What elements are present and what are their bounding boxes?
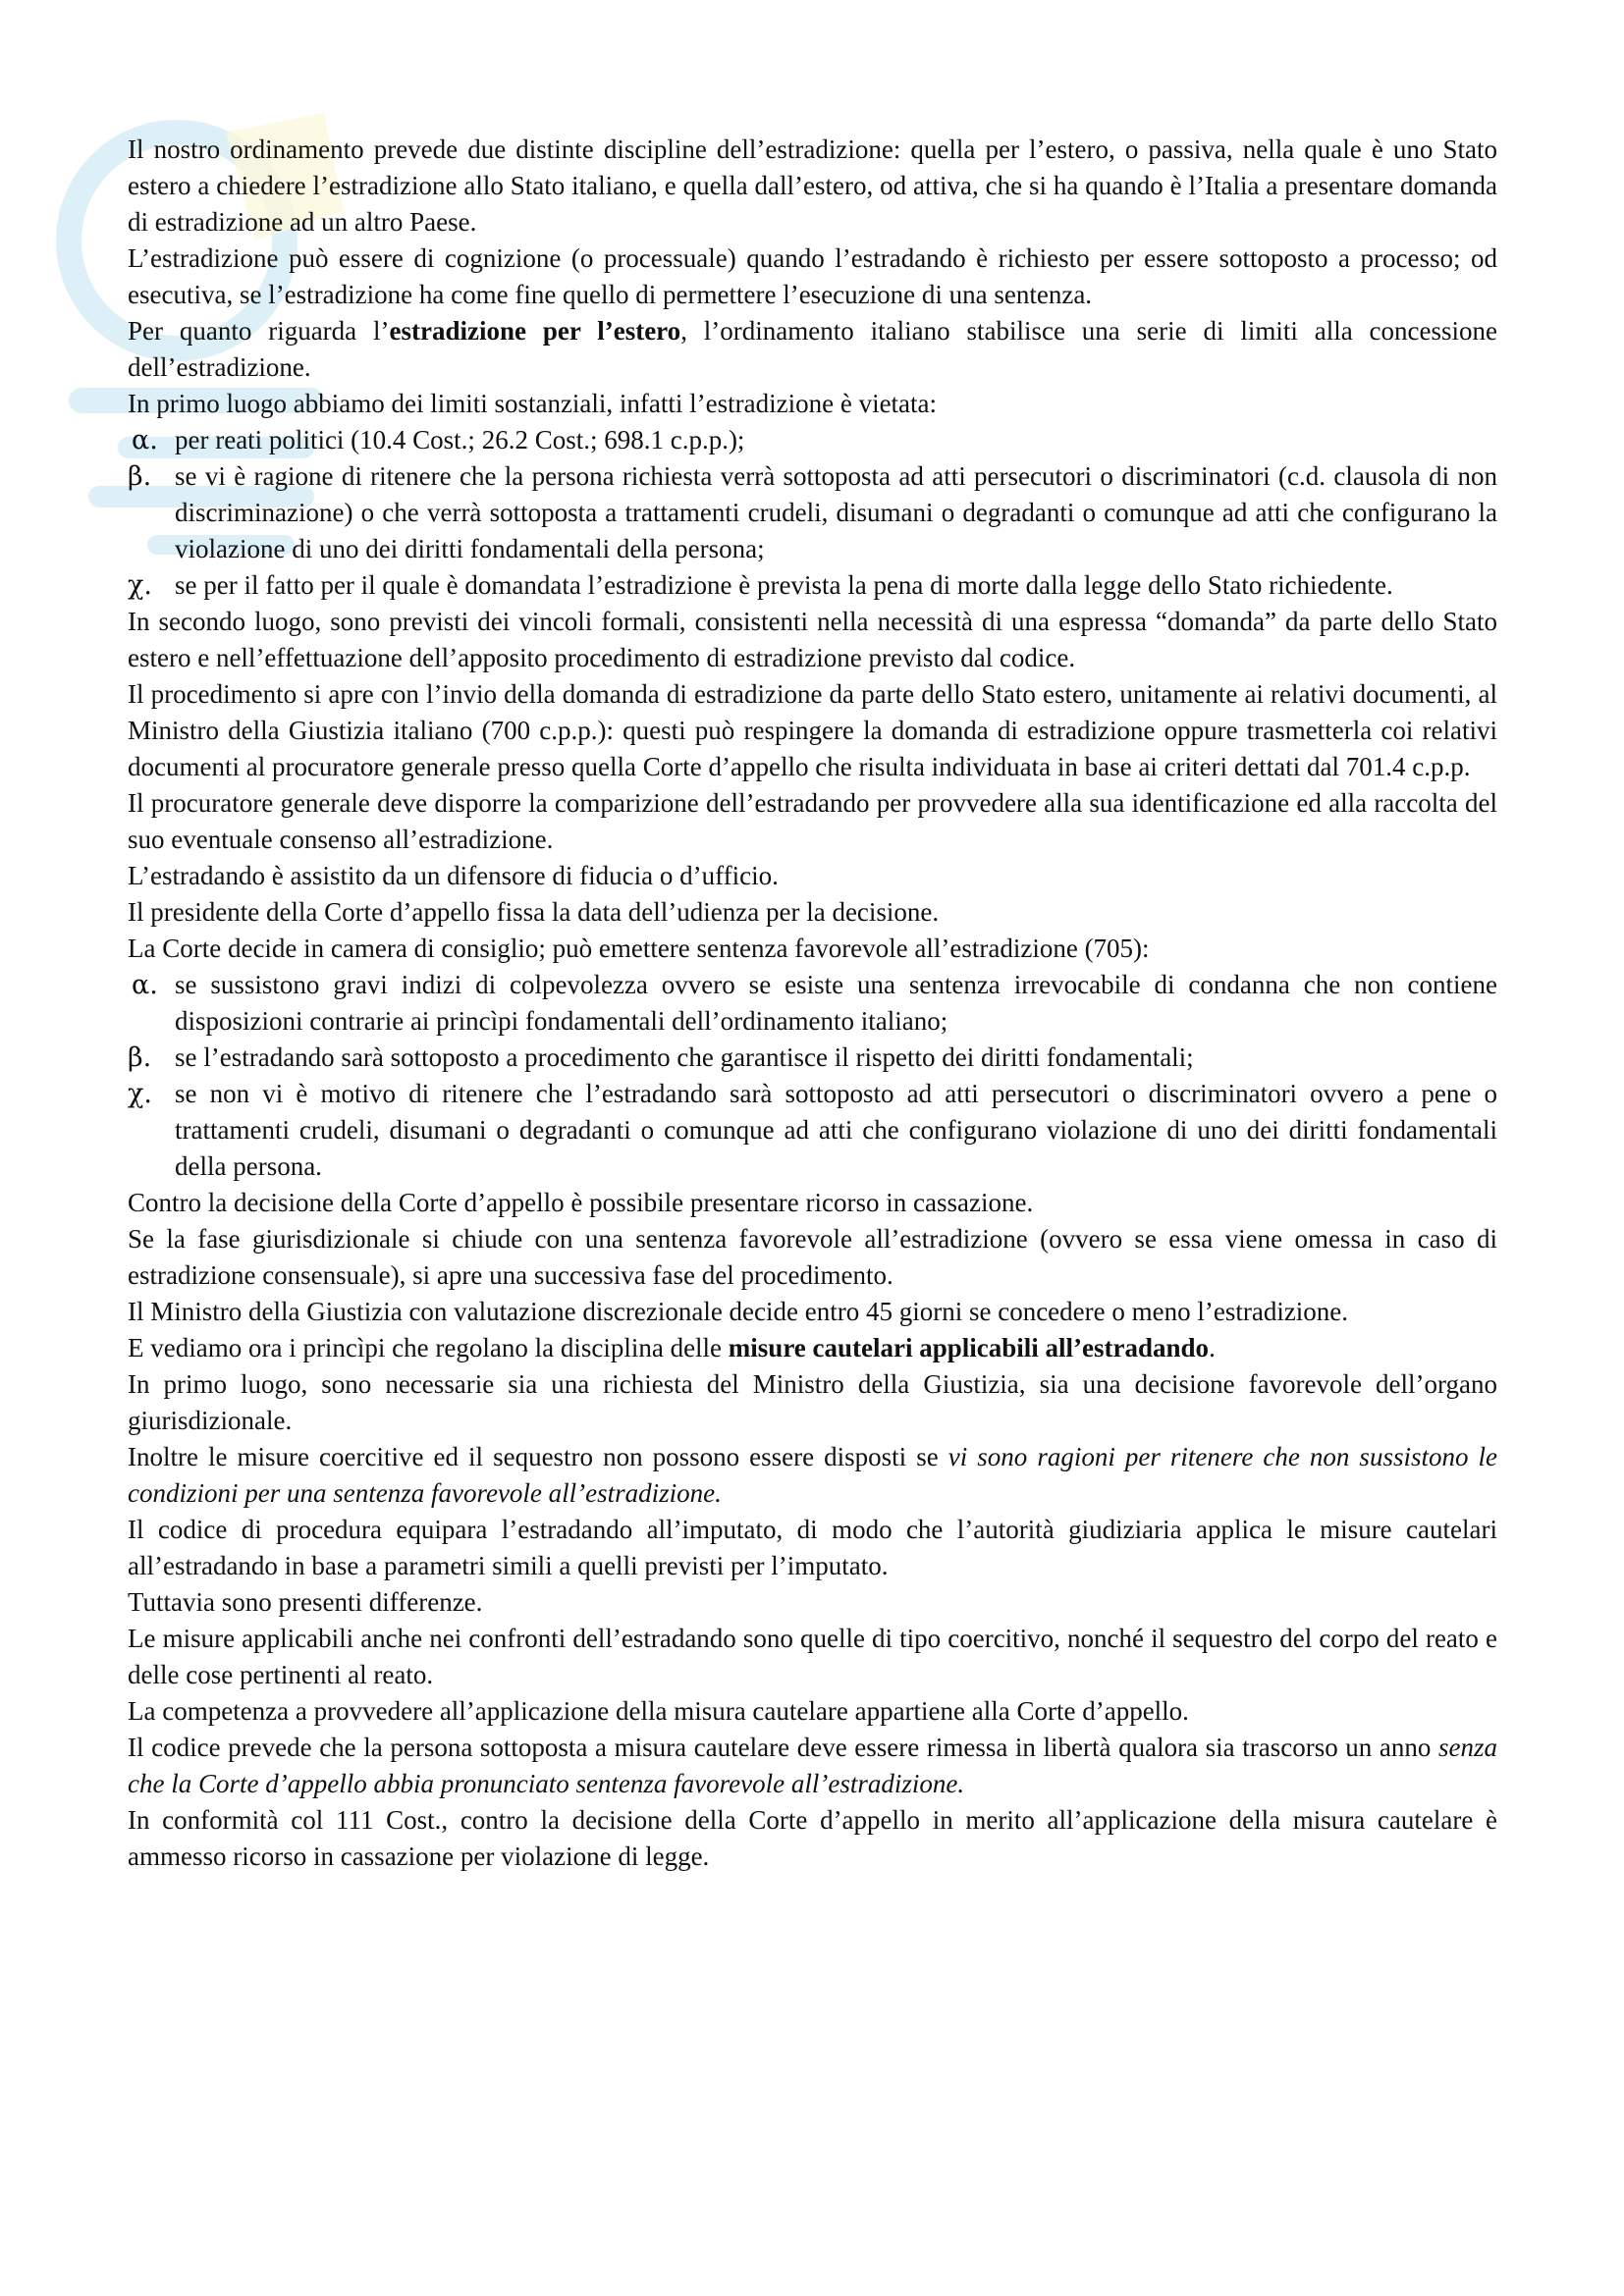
list-marker: α.: [132, 970, 158, 1000]
paragraph: Il procedimento si apre con l’invio della domanda di estradizione da parte dello Stato estero, unitamente ai relativi documenti, al Ministro della Giustizia italiano (700 c.p.p.): questi può respingere la domanda di estradizione oppure trasmetterla coi relativi documenti al procuratore generale presso quella Corte d’appello che risulta individuata in base ai criteri dettati dal 701.4 c.p.p.: [128, 679, 1497, 781]
list-item-text: se l’estradando sarà sottoposto a procedimento che garantisce il rispetto dei diritti fondamentali;: [175, 1042, 1194, 1072]
bold-term: misure cautelari applicabili all’estradando: [728, 1333, 1210, 1362]
list-item: [128, 567, 1497, 604]
list-marker: χ.: [128, 570, 152, 601]
paragraph: Il codice prevede che la persona sottoposta a misura cautelare deve essere rimessa in libertà qualora sia trascorso un anno senza che la Corte d’appello abbia pronunciato sentenza favorevole all’estradizione.: [128, 1733, 1497, 1798]
paragraph: Inoltre le misure coercitive ed il sequestro non possono essere disposti se vi sono ragioni per ritenere che non sussistono le condizioni per una sentenza favorevole all’estradizione.: [128, 1442, 1497, 1508]
list-marker: χ.: [128, 1079, 152, 1109]
paragraph: L’estradizione può essere di cognizione (o processuale) quando l’estradando è richiesto per essere sottoposto a processo; od esecutiva, se l’estradizione ha come fine quello di permettere l’esecuzione di una sentenza.: [128, 243, 1497, 309]
paragraph: In conformità col 111 Cost., contro la decisione della Corte d’appello in merito all’applicazione della misura cautelare è ammesso ricorso in cassazione per violazione di legge.: [128, 1805, 1497, 1871]
document-body: [128, 132, 1497, 1875]
paragraph: In primo luogo, sono necessarie sia una richiesta del Ministro della Giustizia, sia una decisione favorevole dell’organo giurisdizionale.: [128, 1369, 1497, 1435]
list-marker: α.: [132, 425, 158, 455]
paragraph: In primo luogo abbiamo dei limiti sostanziali, infatti l’estradizione è vietata:: [128, 389, 938, 418]
paragraph: Il presidente della Corte d’appello fissa la data dell’udienza per la decisione.: [128, 897, 940, 927]
list-item: [128, 967, 1497, 1040]
list-item: [128, 422, 1497, 458]
paragraph: Il procuratore generale deve disporre la comparizione dell’estradando per provvedere alla sua identificazione ed alla raccolta del suo eventuale consenso all’estradizione.: [128, 788, 1497, 854]
italic-phrase: vi sono ragioni per ritenere che non sussistono le condizioni per una sentenza favorevole all’estradizione.: [128, 1442, 1497, 1508]
paragraph: In secondo luogo, sono previsti dei vincoli formali, consistenti nella necessità di una espressa “domanda” da parte dello Stato estero e nell’effettuazione dell’apposito procedimento di estradizione previsto dal codice.: [128, 607, 1497, 672]
paragraph: Contro la decisione della Corte d’appello è possibile presentare ricorso in cassazione.: [128, 1188, 1034, 1217]
paragraph: Per quanto riguarda l’estradizione per l’estero, l’ordinamento italiano stabilisce una serie di limiti alla concessione dell’estradizione.: [128, 316, 1498, 382]
italic-phrase: senza che la Corte d’appello abbia pronunciato sentenza favorevole all’estradizione.: [128, 1733, 1497, 1798]
list-marker: β.: [128, 461, 152, 492]
list-item: [128, 1040, 1497, 1076]
paragraph: Il codice di procedura equipara l’estradando all’imputato, di modo che l’autorità giudiziaria applica le misure cautelari all’estradando in base a parametri simili a quelli previsti per l’imputato.: [128, 1515, 1497, 1580]
list-item-text: se per il fatto per il quale è domandata l’estradizione è prevista la pena di morte dalla legge dello Stato richiedente.: [175, 570, 1393, 600]
paragraph: Tuttavia sono presenti differenze.: [128, 1587, 483, 1617]
paragraph: Se la fase giurisdizionale si chiude con una sentenza favorevole all’estradizione (ovvero se essa viene omessa in caso di estradizione consensuale), si apre una successiva fase del procedimento.: [128, 1224, 1497, 1290]
list-item-text: se non vi è motivo di ritenere che l’estradando sarà sottoposto ad atti persecutori o discriminatori ovvero a pene o trattamenti crudeli, disumani o degradanti o comunque ad atti che configurano violazione di uno dei diritti fondamentali della persona.: [175, 1079, 1497, 1181]
paragraph: L’estradando è assistito da un difensore di fiducia o d’ufficio.: [128, 861, 779, 890]
paragraph: Le misure applicabili anche nei confronti dell’estradando sono quelle di tipo coercitivo, nonché il sequestro del corpo del reato e delle cose pertinenti al reato.: [128, 1624, 1497, 1689]
list-item-text: per reati politici (10.4 Cost.; 26.2 Cost.; 698.1 c.p.p.);: [175, 425, 745, 454]
list-item-text: se sussistono gravi indizi di colpevolezza ovvero se esiste una sentenza irrevocabile di condanna che non contiene disposizioni contrarie ai princìpi fondamentali dell’ordinamento italiano;: [175, 970, 1497, 1036]
paragraph: Il nostro ordinamento prevede due distinte discipline dell’estradizione: quella per l’estero, o passiva, nella quale è uno Stato estero a chiedere l’estradizione allo Stato italiano, e quella dall’estero, od attiva, che si ha quando è l’Italia a presentare domanda di estradizione ad un altro Paese.: [128, 134, 1497, 237]
list-item: [128, 458, 1497, 567]
paragraph: E vediamo ora i princìpi che regolano la disciplina delle misure cautelari applicabili all’estradando.: [128, 1333, 1216, 1362]
list-item: [128, 1076, 1497, 1185]
paragraph: La competenza a provvedere all’applicazione della misura cautelare appartiene alla Corte d’appello.: [128, 1696, 1189, 1726]
bold-term: estradizione per l’estero: [389, 316, 681, 346]
paragraph: La Corte decide in camera di consiglio; può emettere sentenza favorevole all’estradizione (705):: [128, 934, 1150, 963]
list-marker: β.: [128, 1042, 152, 1073]
paragraph: Il Ministro della Giustizia con valutazione discrezionale decide entro 45 giorni se concedere o meno l’estradizione.: [128, 1297, 1349, 1326]
list-item-text: se vi è ragione di ritenere che la persona richiesta verrà sottoposta ad atti persecutori o discriminatori (c.d. clausola di non discriminazione) o che verrà sottoposta a trattamenti crudeli, disumani o degradanti o comunque ad atti che configurano la violazione di uno dei diritti fondamentali della persona;: [175, 461, 1497, 563]
